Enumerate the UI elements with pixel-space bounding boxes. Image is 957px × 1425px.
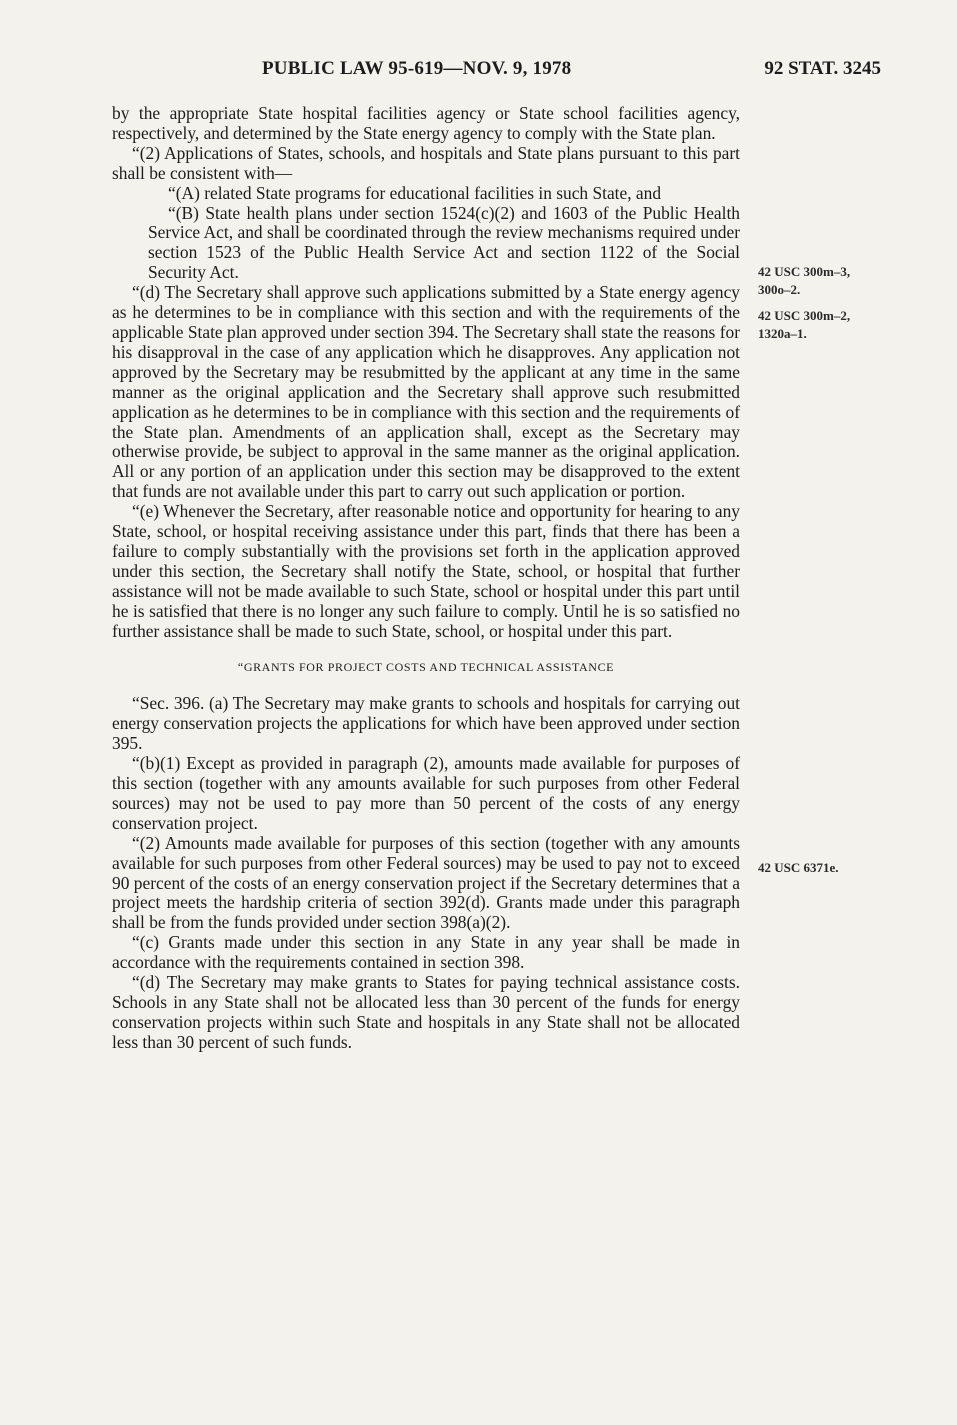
section-396-c: “(c) Grants made under this section in any State in any year shall be made in accordance with the requirements contained in section 398. xyxy=(112,932,740,973)
subparagraph-b: “(B) State health plans under section 1524(c)(2) and 1603 of the Public Health Service Act, and shall be coordinated through the review mechanisms required under section 1523 of the Public Health Service Act and section 1122 of the Social Security Act. xyxy=(148,202,740,283)
body-text xyxy=(112,104,740,1053)
section-heading: “GRANTS FOR PROJECT COSTS AND TECHNICAL ASSISTANCE xyxy=(237,660,615,675)
section-396-b-1: “(b)(1) Except as provided in paragraph (2), amounts made available for purposes of this section (together with any amounts available for such purposes from other Federal sources) may not be used to pay more than 50 percent of the costs of any energy conservation project. xyxy=(112,753,740,833)
subparagraph-a: “(A) related State programs for educational facilities in such State, and xyxy=(168,182,662,203)
page-title: PUBLIC LAW 95-619—NOV. 9, 1978 xyxy=(262,58,572,79)
page-header xyxy=(0,58,957,82)
margin-citation-3: 42 USC 6371e. xyxy=(758,860,839,875)
paragraph-continuation: by the appropriate State hospital facilities agency or State school facilities agency, respectively, and determined by the State energy agency to comply with the State plan. xyxy=(112,103,740,143)
margin-citation-2: 42 USC 300m–2, 1320a–1. xyxy=(758,308,851,341)
section-396-d: “(d) The Secretary may make grants to States for paying technical assistance costs. Schools in any State shall not be allocated less than 30 percent of the funds for energy conservation projects within such State and hospitals in any State shall not be allocated less than 30 percent of such funds. xyxy=(112,972,740,1052)
statute-page-number: 92 STAT. 3245 xyxy=(764,58,881,79)
section-396-b-2: “(2) Amounts made available for purposes of this section (together with any amounts available for such purposes from other Federal sources) may be used to pay not to exceed 90 percent of the costs of an energy conservation project if the Secretary determines that a project meets the hardship criteria of section 392(d). Grants made under this paragraph shall be from the funds provided under section 398(a)(2). xyxy=(112,832,740,933)
subsection-e: “(e) Whenever the Secretary, after reasonable notice and opportunity for hearing to any State, school, or hospital receiving assistance under this part, finds that there has been a failure to comply substantially with the provisions set forth in the application approved under this section, the Secretary shall notify the State, school, or hospital that further assistance will not be made available to such State, school or hospital under this part until he is satisfied that there is no longer any such failure to comply. Until he is so satisfied no further assistance shall be made to such State, school, or hospital under this part. xyxy=(112,501,740,641)
paragraph-2: “(2) Applications of States, schools, and hospitals and State plans pursuant to this part shall be consistent with— xyxy=(112,142,740,183)
section-396-a: “Sec. 396. (a) The Secretary may make grants to schools and hospitals for carrying out energy conservation projects the applications for which have been approved under section 395. xyxy=(112,693,740,754)
margin-citation-1: 42 USC 300m–3, 300o–2. xyxy=(758,264,851,297)
subsection-d: “(d) The Secretary shall approve such applications submitted by a State energy agency as he determines to be in compliance with this section and with the requirements of the applicable State plan approved under section 394. The Secretary shall state the reasons for his disapproval in the case of any application which he disapproves. Any application not approved by the Secretary may be resubmitted by the applicant at any time in the same manner as the original application and the Secretary shall approve such resubmitted application as he determines to be in compliance with this section and the requirements of the State plan. Amendments of an application shall, except as the Secretary may otherwise provide, be subject to approval in the same manner as the original application. All or any portion of an application under this section may be disapproved to the extent that funds are not available under this part to carry out such application or portion. xyxy=(112,282,740,502)
